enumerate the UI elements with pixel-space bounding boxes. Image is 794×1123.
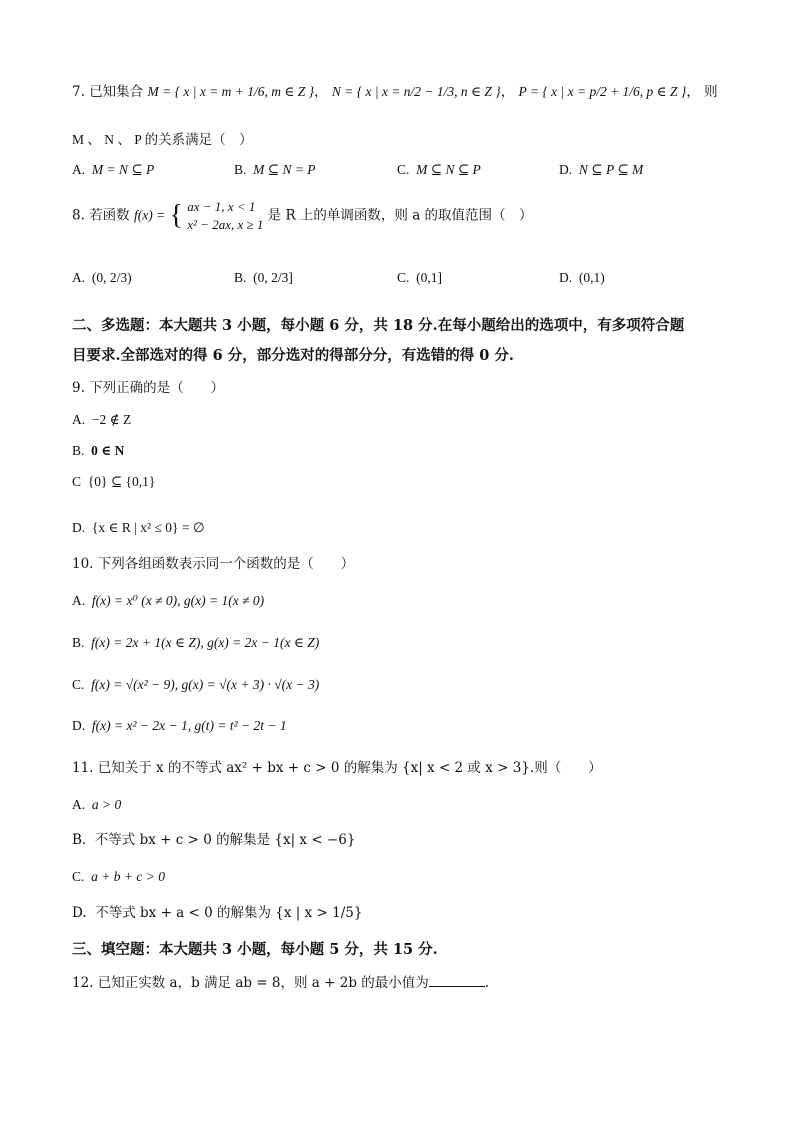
q8-text-b: 是 R 上的单调函数，则 a 的取值范围（ ）: [267, 207, 533, 224]
q10-option-a[interactable]: A. f(x) = x⁰ (x ≠ 0), g(x) = 1(x ≠ 0): [72, 593, 265, 608]
q8-func-name: f(x) =: [133, 207, 166, 223]
q7-number: 7.: [72, 84, 85, 100]
q8-line1: [72, 198, 533, 234]
q7-line2: M 、 N 、 P 的关系满足（ ）: [72, 132, 253, 147]
q8-piece-1: ax − 1, x < 1: [187, 199, 256, 214]
q11-option-b[interactable]: B. 不等式 bx + c > 0 的解集是 {x| x < −6}: [72, 832, 356, 848]
q10-option-d[interactable]: D. f(x) = x² − 2x − 1, g(t) = t² − 2t − 1: [72, 718, 287, 733]
q12-stem-end: .: [484, 975, 490, 991]
q12-line: [72, 972, 489, 993]
q10-stem: 10. 下列各组函数表示同一个函数的是（ ）: [72, 556, 355, 572]
q9-option-d[interactable]: D. {x ∈ R | x² ≤ 0} = ∅: [72, 520, 205, 535]
q8-option-b[interactable]: B. (0, 2/3]: [234, 270, 293, 285]
section2-heading-line2: 目要求.全部选对的得 6 分，部分选对的得部分分，有选错的得 0 分.: [72, 347, 514, 364]
q9-option-a[interactable]: A. −2 ∉ Z: [72, 412, 132, 427]
q12-answer-blank[interactable]: [429, 972, 485, 987]
q7-option-c[interactable]: C. M ⊆ N ⊆ P: [397, 162, 481, 177]
q8-brace: {: [169, 200, 183, 231]
q8-number: 8.: [72, 207, 85, 224]
q8-text-a: 若函数: [89, 207, 130, 224]
q9-stem: 9. 下列正确的是（ ）: [72, 380, 225, 396]
q8-piece-2: x² − 2ax, x ≥ 1: [187, 217, 264, 232]
q11-option-d[interactable]: D. 不等式 bx + a < 0 的解集为 {x | x > 1/5}: [72, 905, 363, 921]
q10-option-c[interactable]: C. f(x) = √(x² − 9), g(x) = √(x + 3) · √(x − 3): [72, 677, 320, 692]
q10-option-b[interactable]: B. f(x) = 2x + 1(x ∈ Z), g(x) = 2x − 1(x ∈ Z): [72, 635, 320, 650]
q11-stem: 11. 已知关于 x 的不等式 ax² + bx + c > 0 的解集为 {x| x < 2 或 x > 3}.则（ ）: [72, 760, 602, 776]
q7-line1: 7. 已知集合 M = { x | x = m + 1/6, m ∈ Z }， N = { x | x = n/2 − 1/3, n ∈ Z }， P = { x | x = p/2 + 1/6, p ∈ Z }， 则: [72, 84, 718, 100]
q7-option-b[interactable]: B. M ⊆ N = P: [234, 162, 316, 177]
q11-option-a[interactable]: A. a > 0: [72, 797, 122, 812]
q7-option-d[interactable]: D. N ⊆ P ⊆ M: [559, 162, 644, 177]
q9-option-b[interactable]: B. 0 ∈ N: [72, 443, 125, 458]
q7-set-p: P = { x | x = p/2 + 1/6, p ∈ Z }: [518, 84, 687, 99]
q12-stem: 12. 已知正实数 a，b 满足 ab = 8，则 a + 2b 的最小值为: [72, 975, 429, 991]
q8-option-d[interactable]: D. (0,1): [559, 270, 605, 285]
q9-option-c[interactable]: C {0} ⊆ {0,1}: [72, 474, 156, 489]
q8-option-c[interactable]: C. (0,1]: [397, 270, 443, 285]
section2-heading-line1: 二、多选题：本大题共 3 小题，每小题 6 分，共 18 分.在每小题给出的选项中，有多项符合题: [72, 317, 685, 334]
section3-heading: 三、填空题：本大题共 3 小题，每小题 5 分，共 15 分.: [72, 941, 438, 958]
q7-set-m: M = { x | x = m + 1/6, m ∈ Z }: [147, 84, 315, 99]
q7-option-a[interactable]: A. M = N ⊆ P: [72, 162, 155, 177]
q7-set-n: N = { x | x = n/2 − 1/3, n ∈ Z }: [331, 84, 501, 99]
q7-text-a: 已知集合: [89, 84, 144, 100]
q8-option-a[interactable]: A. (0, 2/3): [72, 270, 132, 285]
q7-text-then: 则: [704, 84, 718, 100]
q11-option-c[interactable]: C. a + b + c > 0: [72, 869, 165, 884]
q8-piecewise: [187, 198, 263, 234]
